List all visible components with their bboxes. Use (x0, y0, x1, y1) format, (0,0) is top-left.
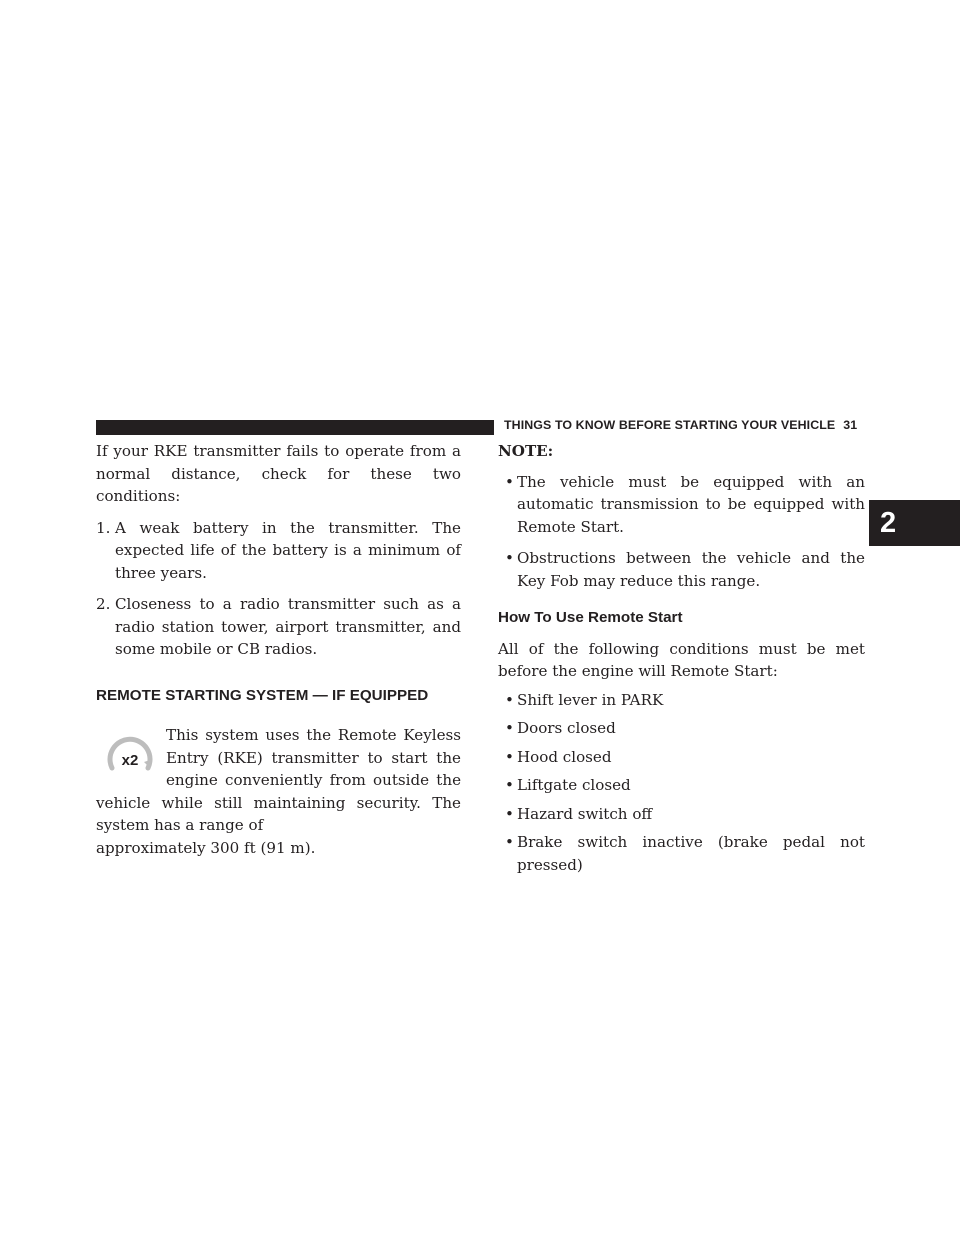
condition-bullet: • Doors closed (505, 719, 616, 737)
condition-bullet: • Brake switch inactive (brake pedal not pressed) (505, 833, 865, 874)
note-bullet-2: • Obstructions between the vehicle and the Key Fob may reduce this range. (505, 549, 865, 590)
bullet-text: Doors closed (517, 719, 616, 737)
item-number: 1. (96, 518, 111, 537)
rke-intro-paragraph: If your RKE transmitter fails to operate from a normal distance, check for these two conditions: (96, 442, 461, 505)
svg-text:x2: x2 (121, 752, 139, 769)
running-header (504, 418, 857, 432)
bullet-text: Hazard switch off (517, 804, 653, 823)
remote-start-description: This system uses the Remote Keyless Entry (RKE) transmitter to start the engine conveniently from outside the vehicle while still maintaining security. The system has a range of (96, 726, 461, 834)
remote-start-x2-icon (104, 730, 156, 786)
remote-start-description-continued: approximately 300 ft (91 m). (96, 838, 316, 857)
note-label: NOTE: (498, 442, 554, 460)
left-column (96, 440, 461, 859)
condition-item-2 (96, 593, 461, 661)
section-heading-remote-starting: REMOTE STARTING SYSTEM — IF EQUIPPED (96, 686, 429, 704)
condition-item-1 (96, 517, 461, 585)
condition-bullet: • Hazard switch off (505, 804, 653, 823)
conditions-intro: All of the following conditions must be met before the engine will Remote Start: (498, 639, 865, 680)
bullet-text: Liftgate closed (517, 776, 631, 794)
bullet-text: The vehicle must be equipped with an automatic transmission to be equipped with Remote Start. (517, 472, 865, 536)
bullet-text: Shift lever in PARK (517, 690, 664, 709)
subheading-how-to-use: How To Use Remote Start (498, 609, 683, 626)
right-column (498, 440, 865, 876)
bullet-text: Hood closed (517, 747, 612, 766)
condition-bullet: • Shift lever in PARK (505, 690, 664, 709)
header-rule-bar (96, 420, 494, 435)
condition-bullet: • Liftgate closed (505, 776, 631, 794)
chapter-tab: 2 (869, 500, 960, 546)
remote-start-block (96, 724, 461, 859)
item-text: A weak battery in the transmitter. The expected life of the battery is a minimum of three years. (115, 518, 461, 582)
bullet-text: Brake switch inactive (brake pedal not pressed) (517, 833, 865, 874)
item-number: 2. (96, 595, 111, 613)
item-text: Closeness to a radio transmitter such as a radio station tower, airport transmitter, and some mobile or CB radios. (115, 595, 461, 658)
note-bullet-1: • The vehicle must be equipped with an automatic transmission to be equipped with Remote Start. (505, 472, 865, 536)
header-title: THINGS TO KNOW BEFORE STARTING YOUR VEHICLE (504, 418, 836, 432)
bullet-text: Obstructions between the vehicle and the Key Fob may reduce this range. (517, 549, 865, 590)
page-number: 31 (843, 418, 858, 432)
condition-bullet: • Hood closed (505, 747, 612, 766)
